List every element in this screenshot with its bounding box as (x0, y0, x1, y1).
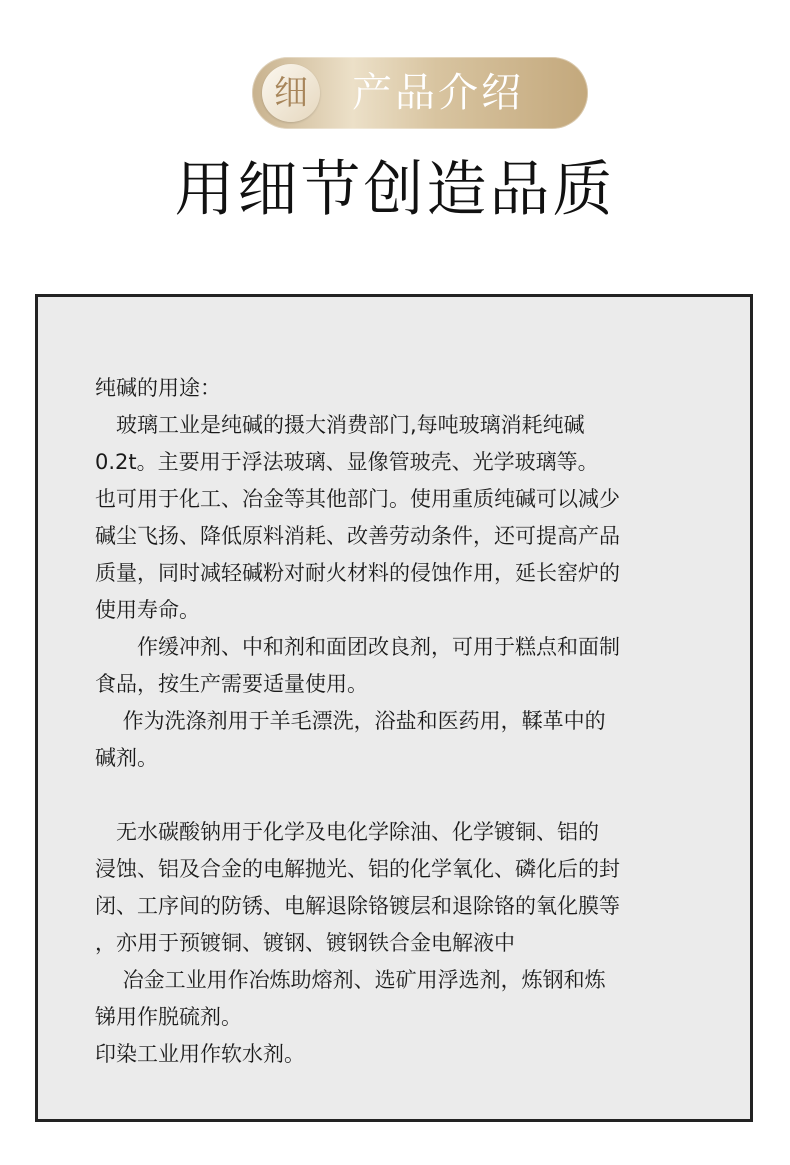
text-line: 纯碱的用途： (95, 376, 221, 400)
text-line: 无水碳酸钠用于化学及电化学除油、化学镀铜、铝的 (95, 820, 599, 844)
text-line: 浸蚀、铝及合金的电解抛光、铝的化学氧化、磷化后的封 (95, 857, 620, 881)
paragraph-gap (95, 777, 735, 814)
text-line: 玻璃工业是纯碱的摄大消费部门,每吨玻璃消耗纯碱 (95, 413, 585, 437)
description-panel (35, 294, 753, 1122)
text-line: 印染工业用作软水剂。 (95, 1042, 305, 1066)
text-line: 锑用作脱硫剂。 (95, 1005, 242, 1029)
text-line: 质量，同时减轻碱粉对耐火材料的侵蚀作用，延长窑炉的 (95, 561, 620, 585)
text-line: 作缓冲剂、中和剂和面团改良剂，可用于糕点和面制 (95, 635, 620, 659)
page-headline: 用细节创造品质 (174, 155, 616, 225)
section-badge (252, 57, 588, 129)
text-line: 食品，按生产需要适量使用。 (95, 672, 368, 696)
text-line: 0.2t。主要用于浮法玻璃、显像管玻壳、光学玻璃等。 (95, 450, 599, 474)
text-line: 使用寿命。 (95, 598, 200, 622)
badge-char: 细 (274, 73, 308, 113)
badge-circle (262, 64, 320, 122)
text-line: 闭、工序间的防锈、电解退除铬镀层和退除铬的氧化膜等 (95, 894, 620, 918)
text-line: 也可用于化工、冶金等其他部门。使用重质纯碱可以减少 (95, 487, 620, 511)
text-line: ，亦用于预镀铜、镀钢、镀钢铁合金电解液中 (95, 931, 515, 955)
text-line: 碱尘飞扬、降低原料消耗、改善劳动条件，还可提高产品 (95, 524, 620, 548)
text-line: 冶金工业用作冶炼助熔剂、选矿用浮选剂，炼钢和炼 (95, 968, 606, 992)
text-line: 碱剂。 (95, 746, 158, 770)
description-text (95, 370, 735, 1073)
text-line: 作为洗涤剂用于羊毛漂洗，浴盐和医药用，鞣革中的 (95, 709, 606, 733)
badge-label: 产品介绍 (352, 70, 524, 116)
